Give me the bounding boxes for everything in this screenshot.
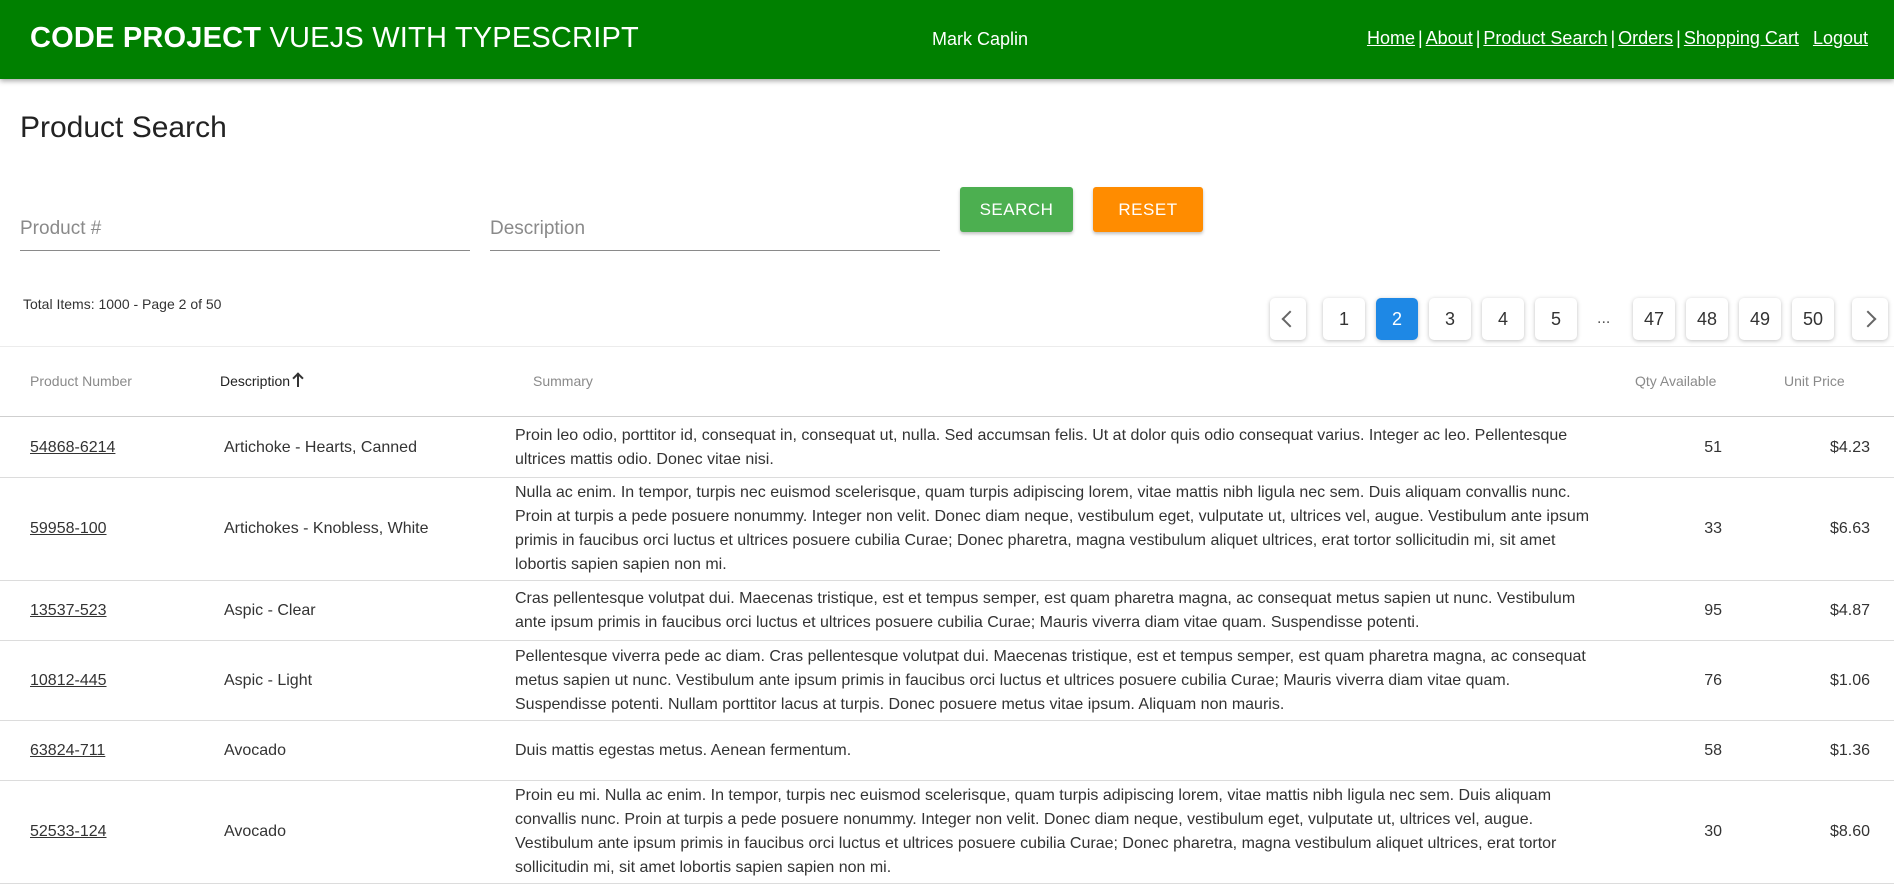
qty-cell: 58 (1704, 741, 1722, 759)
arrow-up-icon (292, 373, 304, 387)
prev-page-button[interactable] (1270, 298, 1306, 340)
col-header-price[interactable]: Unit Price (1784, 373, 1845, 389)
table-row (0, 641, 1894, 721)
table-row (0, 581, 1894, 641)
page-button-48[interactable]: 48 (1686, 298, 1728, 340)
page-button-1[interactable]: 1 (1323, 298, 1365, 340)
app-header (0, 0, 1894, 79)
summary-cell: Duis mattis egestas metus. Aenean fermentum. (515, 741, 852, 759)
summary-cell: Nulla ac enim. In tempor, turpis nec euismod scelerisque, quam turpis adipiscing lorem, vitae mattis nibh ligula nec sem. Duis aliquam convallis nunc. Proin at turpis a pede posuere nonummy. Integer non velit. Donec diam neque, vestibulum eget, vulputate ut, ultrices vel, augue. Vestibulum ante ipsum primis in faucibus orci luctus et ultrices posuere cubilia Curae; Donec pharetra, magna vestibulum aliquet ultrices, erat tortor sollicitudin mi, sit amet lobortis sapien sapien non mi. (515, 484, 1590, 573)
summary-cell: Proin eu mi. Nulla ac enim. In tempor, turpis nec euismod scelerisque, quam turpis adipiscing lorem, vitae mattis nibh ligula nec sem. Duis aliquam convallis nunc. Proin at turpis a pede posuere nonummy. Integer non velit. Donec diam neque, vestibulum eget, vulputate ut, ultrices vel, augue. Vestibulum ante ipsum primis in faucibus orci luctus et ultrices posuere cubilia Curae; Donec pharetra, magna vestibulum aliquet ultrices, erat tortor sollicitudin mi, sit amet lobortis sapien sapien non mi. (515, 787, 1557, 876)
nav-separator: | (1676, 28, 1681, 48)
nav-about[interactable]: About (1425, 28, 1473, 48)
page-button-49[interactable]: 49 (1739, 298, 1781, 340)
nav-orders[interactable]: Orders (1618, 28, 1674, 48)
page-title: Product Search (20, 111, 227, 144)
summary-cell: Proin leo odio, porttitor id, consequat in, consequat ut, nulla. Sed accumsan felis. Ut at dolor quis odio consequat varius. Integer ac leo. Pellentesque ultrices mattis odio. Donec vitae nisi. (515, 426, 1568, 468)
total-items: Total Items: 1000 - Page 2 of 50 (23, 296, 222, 312)
chevron-left-icon (1282, 311, 1299, 328)
col-header-description-label: Description (220, 373, 291, 389)
product-number-cell (30, 742, 105, 760)
nav-separator: | (1417, 28, 1423, 48)
brand-rest: VUEJS WITH TYPESCRIPT (261, 22, 639, 54)
pagination (0, 298, 1894, 342)
qty-cell: 95 (1704, 601, 1722, 619)
brand-title (30, 22, 639, 55)
product-number-input[interactable] (20, 205, 470, 245)
qty-cell: 76 (1704, 671, 1722, 689)
col-header-qty[interactable]: Qty Available (1635, 373, 1717, 389)
description-field (490, 205, 940, 251)
qty-cell: 33 (1704, 520, 1722, 537)
page-button-5[interactable]: 5 (1535, 298, 1577, 340)
nav-logout[interactable]: Logout (1812, 28, 1868, 48)
description-cell: Artichoke - Hearts, Canned (224, 438, 417, 456)
price-cell: $6.63 (1829, 520, 1870, 537)
product-number-cell (30, 520, 107, 538)
description-cell: Avocado (224, 741, 286, 759)
next-page-button[interactable] (1852, 298, 1888, 340)
nav-product-search[interactable]: Product Search (1483, 28, 1608, 48)
product-number-link[interactable]: 10812-445 (30, 671, 107, 689)
chevron-right-icon (1860, 311, 1877, 328)
page-button-47[interactable]: 47 (1633, 298, 1675, 340)
nav-separator: | (1475, 28, 1481, 48)
product-number-cell (30, 602, 107, 620)
qty-cell: 30 (1704, 823, 1722, 840)
table-row (0, 478, 1894, 581)
product-number-link[interactable]: 13537-523 (30, 601, 107, 619)
table-row (0, 721, 1894, 781)
page-button-3[interactable]: 3 (1429, 298, 1471, 340)
reset-button[interactable]: RESET (1093, 187, 1203, 232)
summary-cell: Cras pellentesque volutpat dui. Maecenas tristique, est et tempus semper, est quam pharetra magna, ac consequat metus sapien ut nunc. Vestibulum ante ipsum primis in faucibus orci luctus et ultrices posuere cubilia Curae; Mauris viverra diam vitae quam. Suspendisse potenti. (515, 589, 1576, 631)
main-nav (1367, 28, 1868, 49)
table-row (0, 781, 1894, 884)
description-cell: Avocado (224, 823, 286, 840)
summary-cell: Pellentesque viverra pede ac diam. Cras pellentesque volutpat dui. Maecenas tristique, est et tempus semper, est quam pharetra magna, ac consequat metus sapien ut nunc. Vestibulum ante ipsum primis in faucibus orci luctus et ultrices posuere cubilia Curae; Mauris viverra diam vitae quam. Suspendisse potenti. Nullam porttitor lacus at turpis. Donec posuere metus vitae ipsum. Aliquam non mauris. (515, 647, 1586, 713)
col-header-description[interactable] (220, 373, 304, 389)
col-header-summary[interactable]: Summary (533, 373, 593, 389)
page-button-4[interactable]: 4 (1482, 298, 1524, 340)
product-number-link[interactable]: 54868-6214 (30, 438, 116, 456)
price-cell: $1.36 (1829, 741, 1870, 759)
table-body (0, 418, 1894, 884)
price-cell: $4.23 (1829, 438, 1870, 456)
product-number-link[interactable]: 59958-100 (30, 520, 107, 537)
qty-cell: 51 (1704, 438, 1722, 456)
description-cell: Aspic - Clear (224, 601, 316, 619)
nav-home[interactable]: Home (1366, 28, 1415, 48)
table-row (0, 418, 1894, 478)
brand-bold: CODE PROJECT (30, 22, 262, 54)
price-cell: $4.87 (1829, 601, 1870, 619)
product-number-link[interactable]: 63824-711 (30, 741, 106, 759)
description-cell: Artichokes - Knobless, White (224, 520, 429, 537)
search-button[interactable]: SEARCH (960, 187, 1073, 232)
description-input[interactable] (490, 205, 940, 245)
price-cell: $1.06 (1829, 671, 1870, 689)
page-button-50[interactable]: 50 (1792, 298, 1834, 340)
table-header (0, 347, 1894, 417)
col-header-product-number[interactable]: Product Number (30, 373, 132, 389)
product-number-cell (30, 823, 107, 841)
product-number-cell (30, 439, 115, 457)
page-button-2-current[interactable]: 2 (1376, 298, 1418, 340)
page-ellipsis: ... (1597, 310, 1611, 327)
product-number-cell (30, 672, 107, 690)
product-number-link[interactable]: 52533-124 (30, 823, 107, 840)
price-cell: $8.60 (1829, 823, 1870, 840)
nav-separator: | (1610, 28, 1616, 48)
nav-shopping-cart[interactable]: Shopping Cart (1683, 28, 1799, 48)
user-name: Mark Caplin (932, 29, 1029, 49)
product-number-field (20, 205, 470, 251)
description-cell: Aspic - Light (224, 671, 313, 689)
